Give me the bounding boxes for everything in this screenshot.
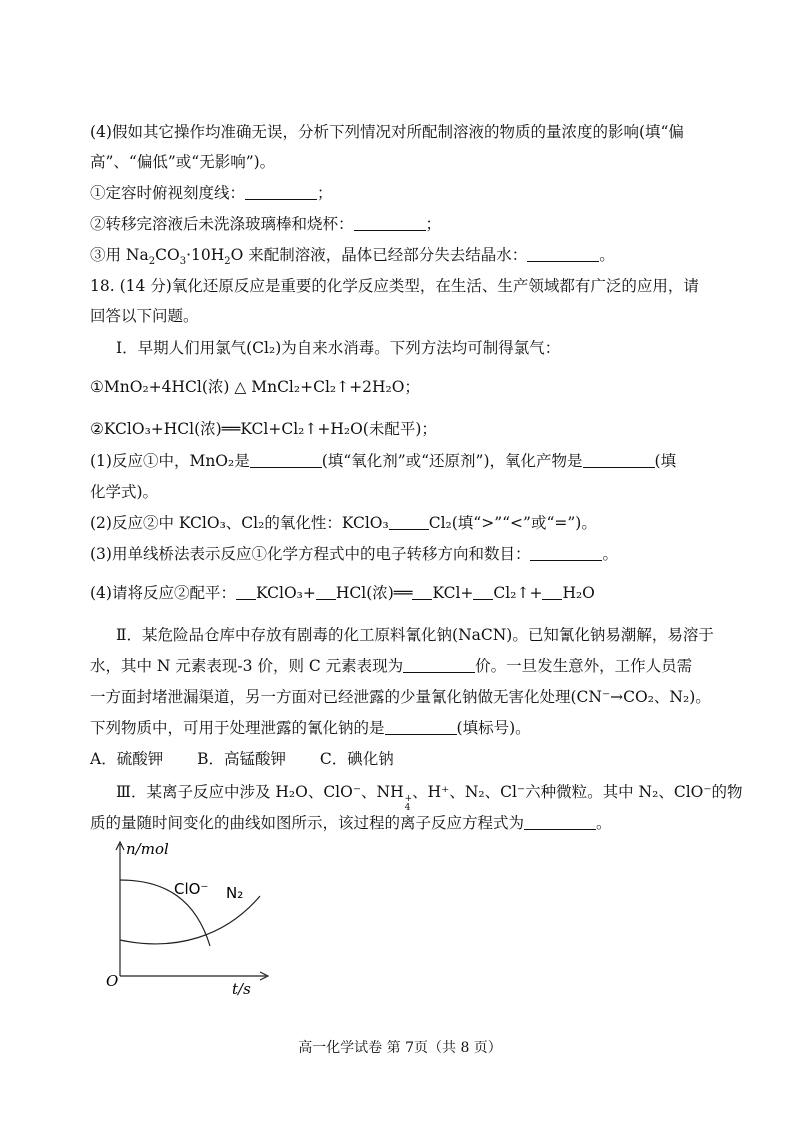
answer-blank[interactable] — [245, 185, 317, 200]
q18-q3: (3)用单线桥法表示反应①化学方程式中的电子转移方向和数目： 。 — [90, 545, 618, 563]
n2-curve-label: N₂ — [226, 884, 244, 902]
coefficient-blank[interactable] — [542, 585, 562, 600]
q18-section2-line1: Ⅱ．某危险品仓库中存放有剧毒的化工原料氰化钠(NaCN)。已知氰化钠易潮解，易溶于 — [116, 626, 714, 644]
answer-blank[interactable] — [385, 720, 457, 735]
q17-item3: ③用 $Na_2CO_3\cdot 10H_2O$ 来配制溶液，晶体已经部分失去结晶水： 。 — [90, 246, 615, 268]
n2-curve — [120, 896, 260, 944]
q17-part4-line1: (4)假如其它操作均准确无误，分析下列情况对所配制溶液的物质的量浓度的影响(填“偏 — [90, 123, 684, 141]
q18-header-line2: 回答以下问题。 — [90, 307, 199, 325]
clo-curve-label: ClO⁻ — [174, 880, 209, 898]
q18-section2-line3: 一方面封堵泄漏渠道，另一方面对已经泄露的少量氰化钠做无害化处理(CN⁻→CO₂、N₂)。 — [90, 688, 711, 706]
x-axis-label: t/s — [232, 980, 251, 996]
coefficient-blank[interactable] — [236, 585, 256, 600]
mole-time-graph — [96, 836, 296, 996]
q17-item2: ②转移完溶液后未洗涤玻璃棒和烧杯： ； — [90, 215, 442, 233]
coefficient-blank[interactable] — [412, 585, 432, 600]
answer-blank[interactable] — [530, 546, 602, 561]
q18-q1-line2: 化学式)。 — [90, 483, 159, 501]
q18-section2-line4: 下列物质中，可用于处理泄露的氰化钠的是 (填标号)。 — [90, 719, 531, 737]
answer-blank[interactable] — [250, 453, 322, 468]
answer-blank[interactable] — [583, 453, 655, 468]
y-axis-label: n/mol — [126, 840, 169, 858]
q18-equation2: ②KClO₃+HCl(浓)══KCl+Cl₂↑+H₂O(未配平)； — [90, 420, 437, 438]
answer-blank[interactable] — [524, 815, 596, 830]
answer-blank[interactable] — [403, 658, 475, 673]
q17-item1: ①定容时俯视刻度线： ； — [90, 184, 333, 202]
option-c: C．碘化钠 — [319, 750, 394, 768]
q18-q4: (4)请将反应②配平： KClO₃+ HCl(浓)══ KCl+ Cl₂↑+ H₂O — [90, 584, 595, 602]
option-a: A．硫酸钾 — [90, 750, 164, 768]
answer-blank[interactable] — [527, 247, 599, 262]
q18-section3-line1: Ⅲ．某离子反应中涉及 H₂O、ClO⁻、NH + 4 、H⁺、N₂、Cl⁻六种微粒。其中 N₂、ClO⁻的物 — [116, 783, 743, 813]
q18-section1-intro: Ⅰ．早期人们用氯气(Cl₂)为自来水消毒。下列方法均可制得氯气： — [116, 339, 561, 357]
answer-blank[interactable] — [389, 515, 429, 530]
q18-q1: (1)反应①中，MnO₂是 (填“氧化剂”或“还原剂”)，氧化产物是 (填 — [90, 452, 677, 470]
q18-section2-line2: 水，其中 N 元素表现-3 价，则 C 元素表现为 价。一旦发生意外，工作人员需 — [90, 657, 693, 675]
option-b: B．高锰酸钾 — [197, 750, 286, 768]
q17-part4-line2: 高”、“偏低”或“无影响”)。 — [90, 153, 276, 171]
q18-q2: (2)反应②中 KClO₃、Cl₂的氧化性：KClO₃ Cl₂(填“>”“<”或“=”)。 — [90, 514, 597, 532]
q18-section3-line2: 质的量随时间变化的曲线如图所示，该过程的离子反应方程式为 。 — [90, 814, 612, 832]
q18-options — [90, 749, 394, 769]
page-footer: 高一化学试卷 第 7页（共 8 页） — [298, 1040, 502, 1056]
q18-header-line1: 18. (14 分)氧化还原反应是重要的化学反应类型，在生活、生产领域都有广泛的应用，请 — [90, 277, 699, 295]
coefficient-blank[interactable] — [316, 585, 336, 600]
coefficient-blank[interactable] — [473, 585, 493, 600]
answer-blank[interactable] — [354, 216, 426, 231]
q18-equation1: ①MnO₂+4HCl(浓) △ MnCl₂+Cl₂↑+2H₂O； — [90, 378, 420, 396]
origin-label: O — [106, 972, 119, 990]
